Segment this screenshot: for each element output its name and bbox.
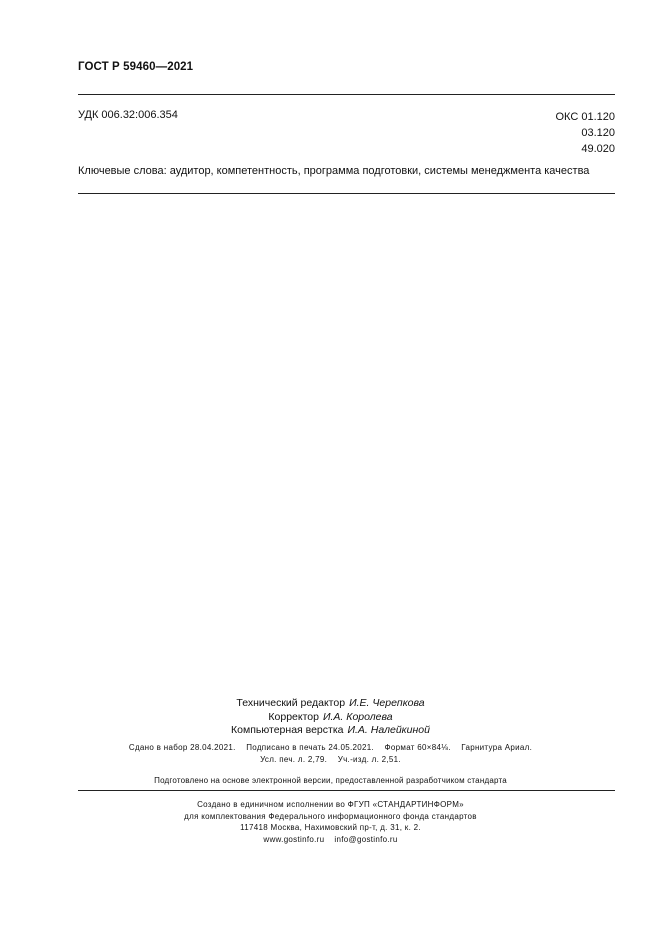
imprint-line (0, 742, 661, 754)
credit-name: И.Е. Черепкова (349, 697, 425, 709)
oks-line: ОКС 01.120 (555, 111, 615, 123)
oks-codes (556, 109, 616, 157)
publisher-line: для комплектования Федерального информационного фонда стандартов (184, 811, 477, 821)
oks-line: 49.020 (581, 143, 615, 155)
publisher-block (0, 799, 661, 845)
header-divider (78, 94, 615, 95)
imprint-item: Подписано в печать 24.05.2021. (246, 743, 374, 752)
credit-role: Компьютерная верстка (231, 724, 344, 736)
imprint-item: Формат 60×84⅛. (384, 743, 451, 752)
imprint-line (0, 754, 661, 766)
imprint-block (0, 742, 661, 766)
credit-row (0, 724, 661, 738)
publisher-line: www.gostinfo.ru info@gostinfo.ru (263, 834, 398, 844)
keywords: Ключевые слова: аудитор, компетентность, программа подготовки, системы менеджмента качества (78, 165, 590, 177)
standard-id: ГОСТ Р 59460—2021 (78, 61, 194, 73)
imprint-item: Уч.-изд. л. 2,51. (337, 755, 401, 764)
keywords-divider (78, 193, 615, 194)
credit-row (0, 697, 661, 711)
footer-divider (78, 790, 615, 791)
prepared-note: Подготовлено на основе электронной версии, предоставленной разработчиком стандарта (154, 776, 507, 785)
credit-name: И.А. Королева (322, 710, 393, 723)
credit-role: Технический редактор (236, 697, 346, 709)
oks-line: 03.120 (581, 127, 615, 139)
udk-code: УДК 006.32:006.354 (78, 109, 178, 121)
credits-block (0, 697, 661, 738)
imprint-item: Гарнитура Ариал. (461, 743, 533, 752)
imprint-item: Сдано в набор 28.04.2021. (128, 743, 236, 752)
credit-name: И.А. Налейкиной (347, 724, 430, 736)
credit-role: Корректор (268, 710, 319, 723)
credit-row (0, 711, 661, 725)
publisher-line: 117418 Москва, Нахимовский пр-т, д. 31, к. 2. (240, 823, 421, 832)
publisher-line: Создано в единичном исполнении во ФГУП «СТАНДАРТИНФОРМ» (197, 800, 464, 809)
imprint-item: Усл. печ. л. 2,79. (260, 755, 328, 764)
